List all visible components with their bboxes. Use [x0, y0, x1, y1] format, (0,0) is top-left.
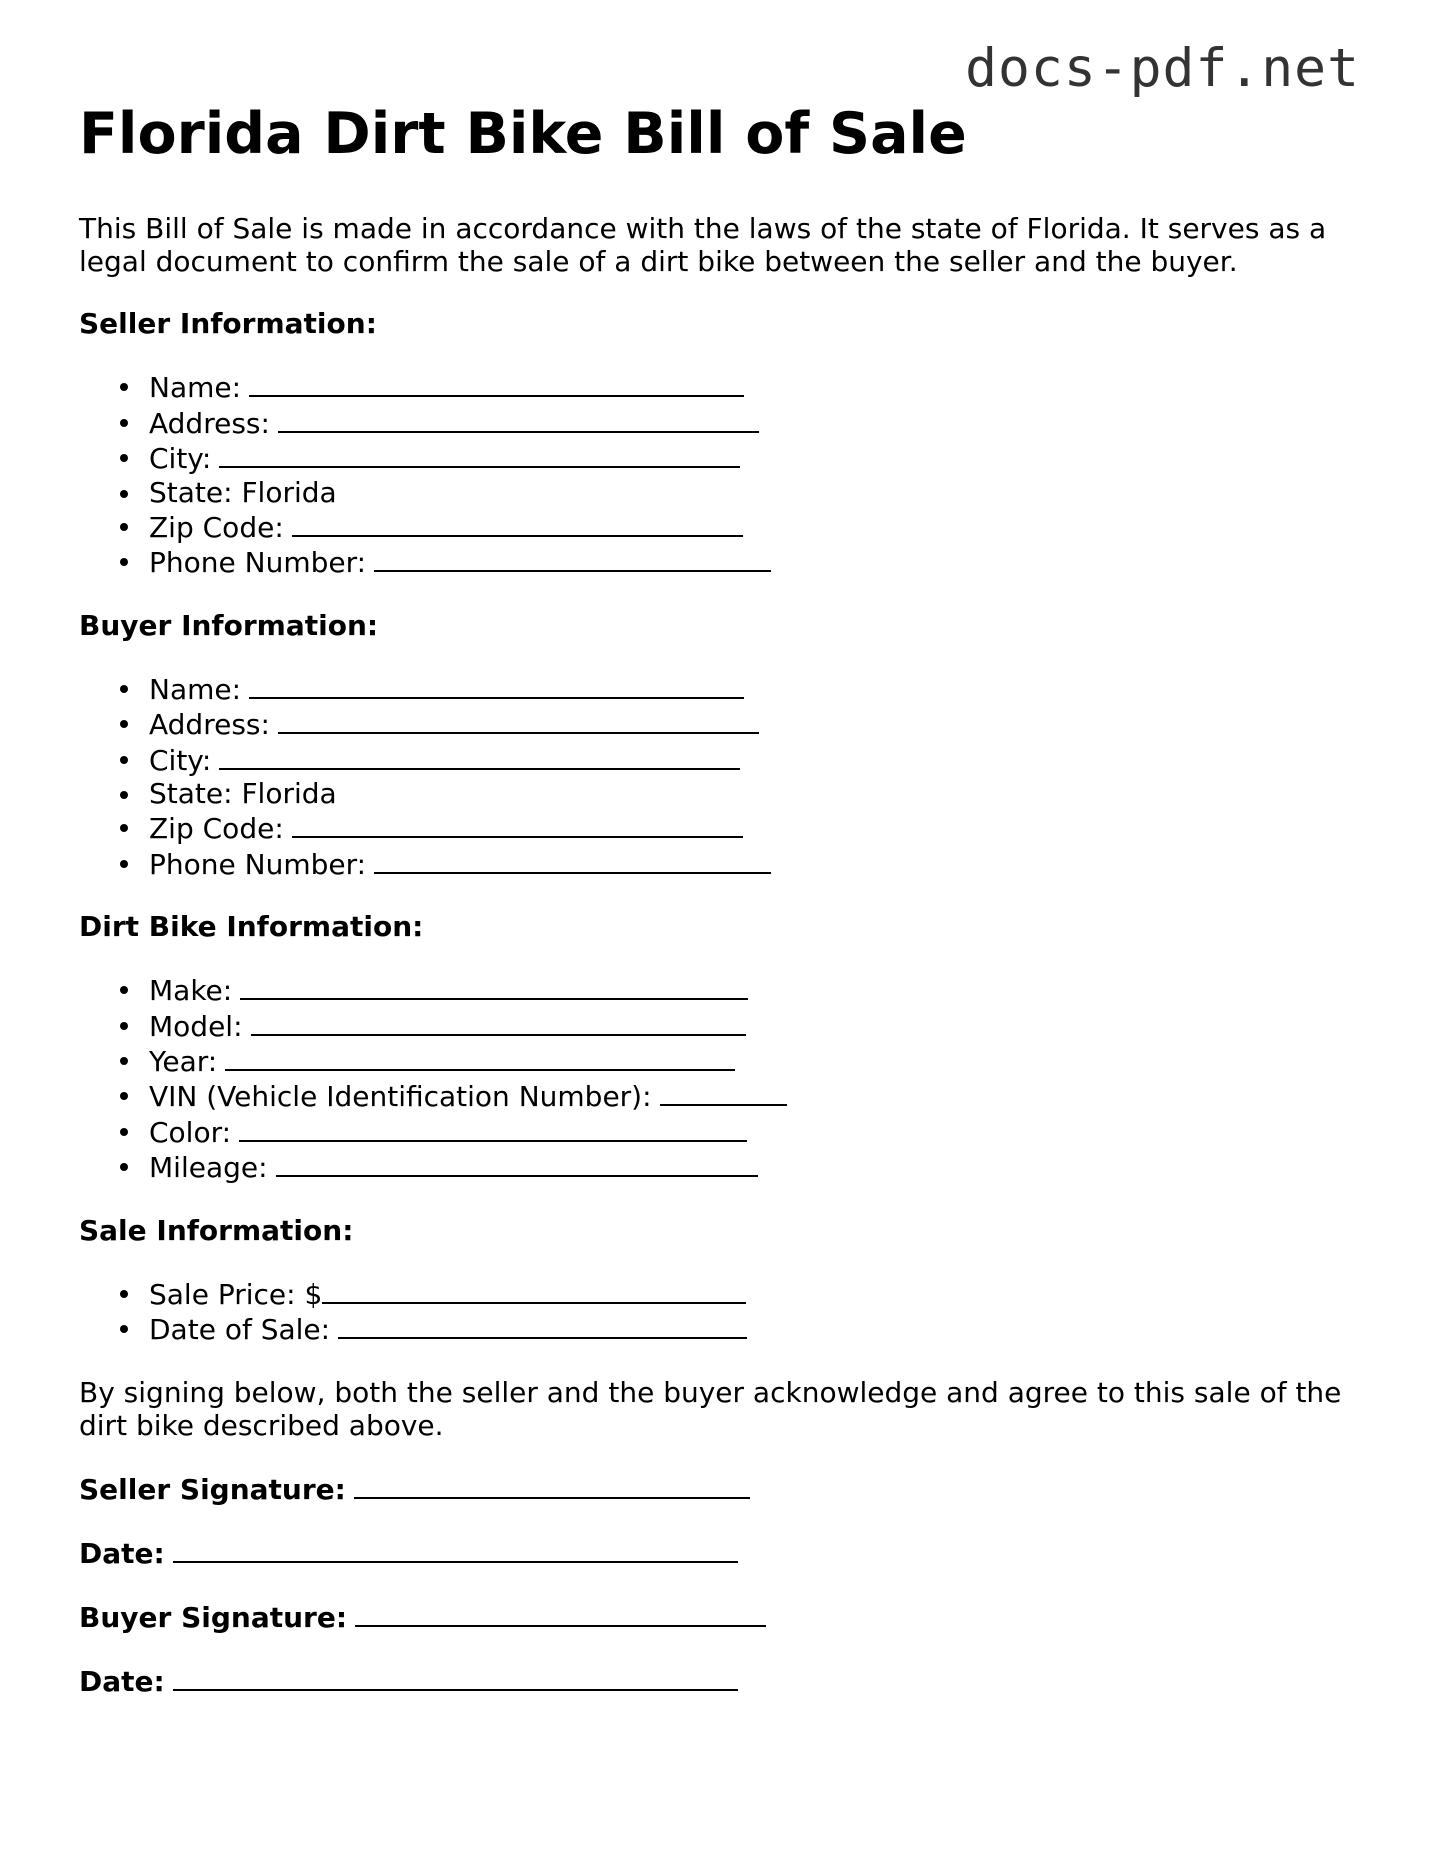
seller-zip-item — [149, 509, 1359, 544]
bike-mileage-item — [149, 1149, 1359, 1184]
bike-model-label: Model: — [149, 1009, 243, 1043]
bike-info-list — [79, 972, 1359, 1184]
intro-paragraph: This Bill of Sale is made in accordance with the laws of the state of Florida. It serves as a legal document to confirm the sale of a dirt bike between the seller and the buyer. — [79, 212, 1327, 279]
seller-date-field[interactable] — [173, 1535, 738, 1563]
seller-address-field[interactable] — [278, 405, 759, 433]
bike-vin-label: VIN (Vehicle Identification Number): — [149, 1080, 652, 1114]
seller-zip-label: Zip Code: — [149, 511, 284, 545]
seller-state-label: State: Florida — [149, 475, 337, 509]
bike-make-item — [149, 972, 1359, 1007]
watermark: docs-pdf.net — [965, 38, 1360, 99]
buyer-address-field[interactable] — [278, 706, 759, 734]
seller-phone-label: Phone Number: — [149, 546, 367, 580]
seller-phone-field[interactable] — [374, 544, 771, 572]
seller-section-heading: Seller Information: — [79, 307, 377, 341]
page-title: Florida Dirt Bike Bill of Sale — [79, 101, 967, 167]
buyer-name-field[interactable] — [249, 671, 744, 699]
acknowledgement-paragraph: By signing below, both the seller and the buyer acknowledge and agree to this sale of the dirt bike described above. — [79, 1375, 1342, 1442]
buyer-signature-field[interactable] — [355, 1599, 766, 1627]
seller-phone-item — [149, 544, 1359, 579]
document-page — [79, 100, 1359, 1698]
buyer-zip-field[interactable] — [292, 810, 743, 838]
bike-model-field[interactable] — [251, 1008, 746, 1036]
seller-name-label: Name: — [149, 371, 242, 405]
buyer-phone-label: Phone Number: — [149, 847, 367, 881]
bike-vin-item — [149, 1078, 1359, 1113]
seller-state-item — [149, 476, 1359, 509]
seller-info-list — [79, 369, 1359, 579]
buyer-state-label: State: Florida — [149, 777, 337, 811]
sale-date-field[interactable] — [338, 1311, 747, 1339]
bike-color-label: Color: — [149, 1115, 232, 1149]
buyer-phone-item — [149, 846, 1359, 881]
seller-city-label: City: — [149, 442, 212, 476]
seller-date-line — [79, 1535, 1359, 1570]
seller-city-item — [149, 440, 1359, 475]
bike-color-field[interactable] — [239, 1114, 747, 1142]
bike-color-item — [149, 1114, 1359, 1149]
sale-price-label: Sale Price: $ — [149, 1277, 323, 1311]
buyer-city-item — [149, 742, 1359, 777]
seller-address-item — [149, 405, 1359, 440]
buyer-signature-line — [79, 1599, 1359, 1634]
buyer-name-label: Name: — [149, 672, 242, 706]
seller-signature-label: Seller Signature: — [79, 1472, 346, 1506]
bike-year-field[interactable] — [225, 1043, 735, 1071]
sale-info-list — [79, 1276, 1359, 1347]
seller-name-item — [149, 369, 1359, 404]
buyer-section-heading: Buyer Information: — [79, 608, 379, 642]
bike-mileage-field[interactable] — [276, 1149, 758, 1177]
sale-section-heading: Sale Information: — [79, 1213, 354, 1247]
buyer-phone-field[interactable] — [374, 846, 771, 874]
buyer-city-field[interactable] — [219, 742, 740, 770]
bike-year-label: Year: — [149, 1045, 218, 1079]
bike-year-item — [149, 1043, 1359, 1078]
buyer-date-field[interactable] — [173, 1663, 738, 1691]
buyer-city-label: City: — [149, 743, 212, 777]
buyer-info-list — [79, 671, 1359, 881]
buyer-name-item — [149, 671, 1359, 706]
buyer-date-line — [79, 1663, 1359, 1698]
bike-make-field[interactable] — [240, 972, 748, 1000]
buyer-date-label: Date: — [79, 1664, 165, 1698]
sale-price-item — [149, 1276, 1359, 1311]
seller-date-label: Date: — [79, 1536, 165, 1570]
buyer-state-item — [149, 777, 1359, 810]
seller-address-label: Address: — [149, 406, 270, 440]
seller-signature-line — [79, 1471, 1359, 1506]
sale-date-item — [149, 1311, 1359, 1346]
bike-vin-field[interactable] — [660, 1078, 787, 1106]
bike-section-heading: Dirt Bike Information: — [79, 910, 424, 944]
seller-name-field[interactable] — [249, 369, 744, 397]
seller-city-field[interactable] — [219, 440, 740, 468]
bike-mileage-label: Mileage: — [149, 1151, 268, 1185]
buyer-zip-label: Zip Code: — [149, 812, 284, 846]
bike-model-item — [149, 1008, 1359, 1043]
buyer-zip-item — [149, 810, 1359, 845]
buyer-signature-label: Buyer Signature: — [79, 1600, 348, 1634]
seller-signature-field[interactable] — [354, 1471, 750, 1499]
bike-make-label: Make: — [149, 974, 233, 1008]
buyer-address-label: Address: — [149, 708, 270, 742]
sale-date-label: Date of Sale: — [149, 1313, 331, 1347]
seller-zip-field[interactable] — [292, 509, 743, 537]
sale-price-field[interactable] — [322, 1276, 746, 1304]
buyer-address-item — [149, 706, 1359, 741]
